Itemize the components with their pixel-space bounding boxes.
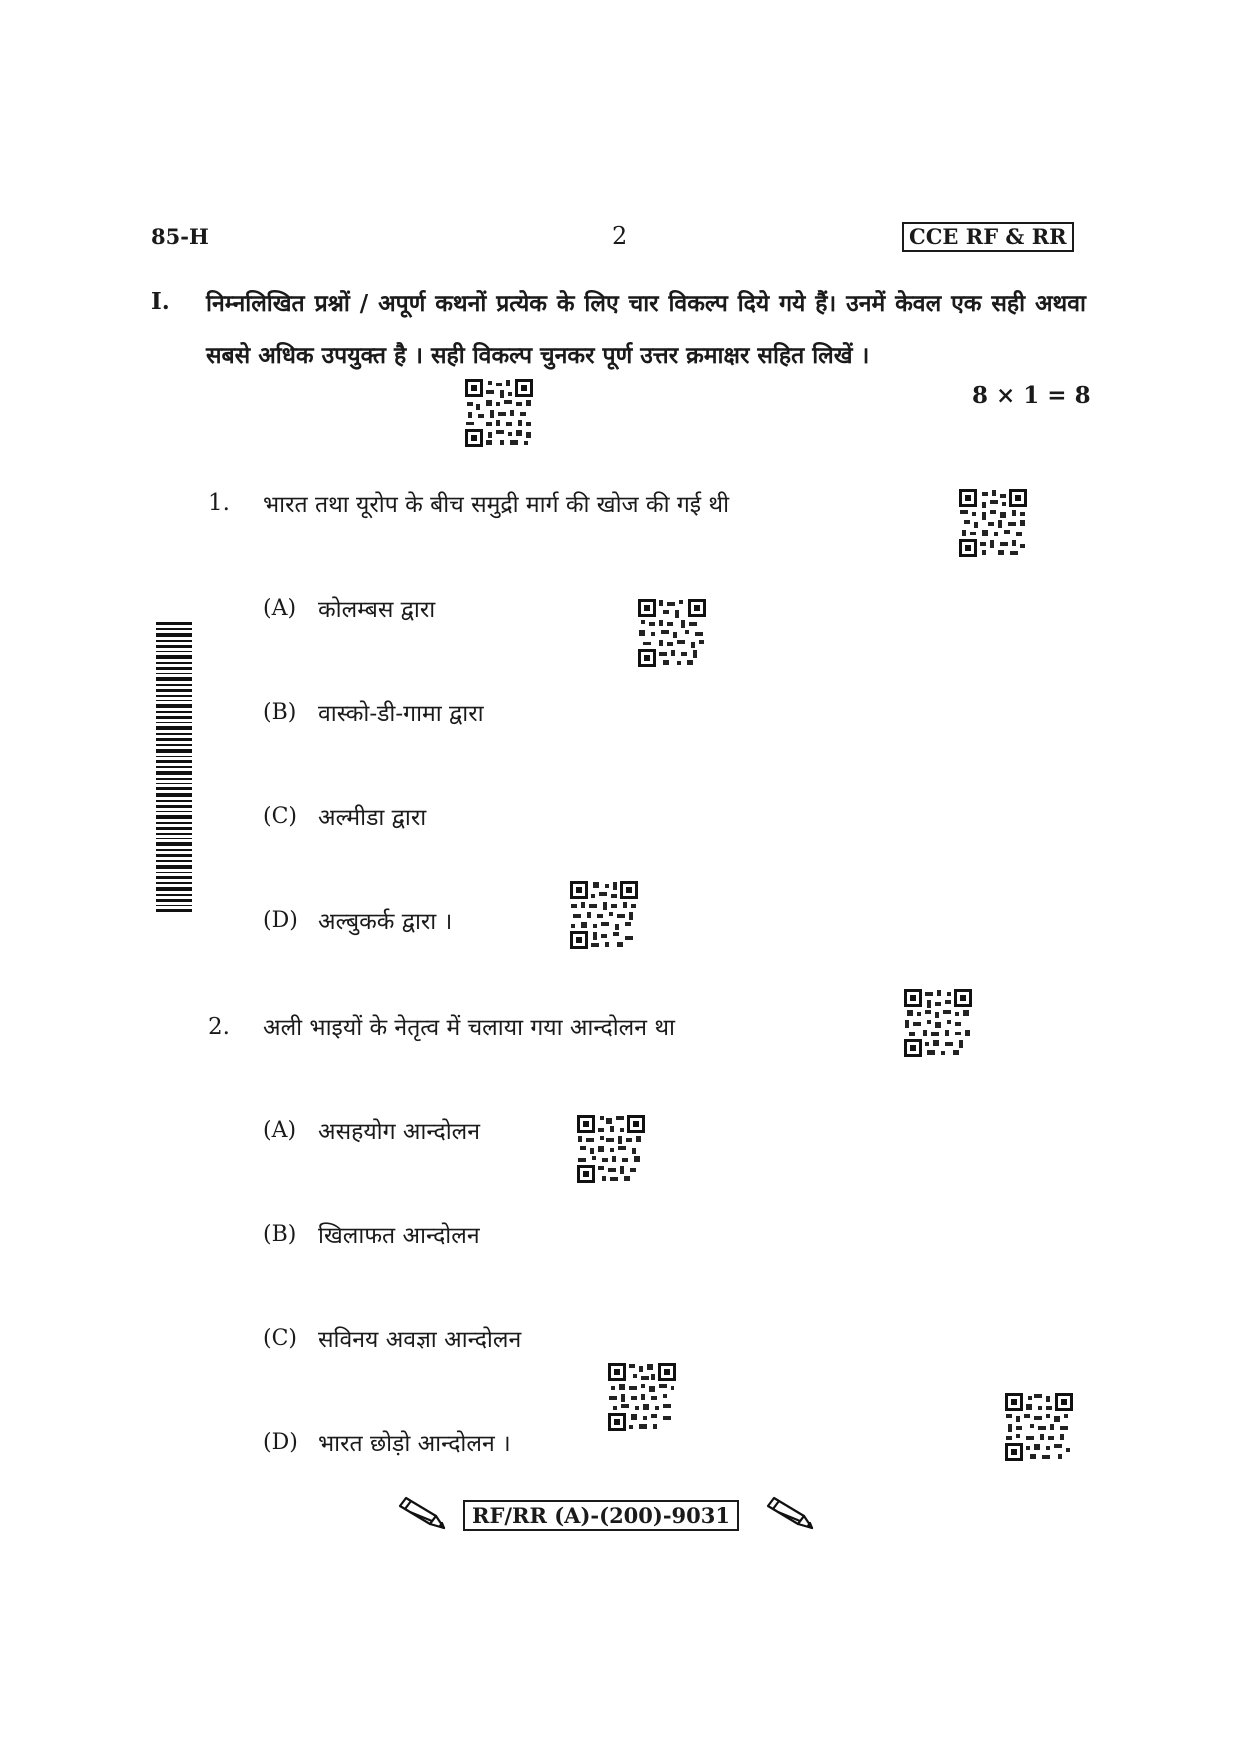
qr-code-icon — [569, 880, 639, 950]
q2-option-b-text: खिलाफत आन्दोलन — [318, 1223, 480, 1249]
question-2-number: 2. — [208, 1014, 230, 1040]
q1-option-d-letter: (D) — [263, 908, 298, 933]
exam-label-box: CCE RF & RR — [902, 222, 1074, 252]
q2-option-d-text: भारत छोड़ो आन्दोलन । — [318, 1431, 511, 1457]
q2-option-c-letter: (C) — [263, 1326, 297, 1351]
qr-code-icon — [1004, 1392, 1074, 1462]
q1-option-c-letter: (C) — [263, 804, 297, 829]
qr-code-icon — [464, 378, 534, 448]
q2-option-d-letter: (D) — [263, 1430, 298, 1455]
q2-option-a-letter: (A) — [263, 1118, 297, 1143]
barcode-icon — [156, 622, 192, 912]
pencil-icon — [396, 1496, 446, 1532]
q2-option-b-letter: (B) — [263, 1222, 297, 1247]
qr-code-icon — [637, 598, 707, 668]
qr-code-icon — [903, 988, 973, 1058]
q2-option-c-text: सविनय अवज्ञा आन्दोलन — [318, 1327, 522, 1353]
qr-code-icon — [576, 1114, 646, 1184]
section-number: I. — [151, 288, 170, 315]
question-2-text: अली भाइयों के नेतृत्व में चलाया गया आन्दोलन था — [263, 1015, 675, 1041]
q1-option-c-text: अल्मीडा द्वारा — [318, 805, 427, 831]
page-number: 2 — [612, 222, 628, 250]
q1-option-a-letter: (A) — [263, 596, 297, 621]
question-1-number: 1. — [208, 490, 230, 516]
question-1-text: भारत तथा यूरोप के बीच समुद्री मार्ग की खोज की गई थी — [263, 492, 730, 518]
q1-option-d-text: अल्बुकर्क द्वारा । — [318, 909, 453, 935]
qr-code-icon — [958, 488, 1028, 558]
section-marks: 8 × 1 = 8 — [972, 382, 1091, 409]
footer-code-box: RF/RR (A)-(200)-9031 — [463, 1500, 739, 1531]
q1-option-b-text: वास्को-डी-गामा द्वारा — [318, 701, 484, 727]
q1-option-b-letter: (B) — [263, 700, 297, 725]
q1-option-a-text: कोलम्बस द्वारा — [318, 597, 436, 623]
qr-code-icon — [607, 1362, 677, 1432]
q2-option-a-text: असहयोग आन्दोलन — [318, 1119, 481, 1145]
section-instruction: निम्नलिखित प्रश्नों / अपूर्ण कथनों प्रत्येक के लिए चार विकल्प दिये गये हैं। उनमें केवल एक सही अथवा सबसे अधिक उपयुक्त है । सही विकल्प चुनकर पूर्ण उत्तर क्रमाक्षर सहित लिखें । — [206, 290, 1086, 369]
paper-code: 85-H — [151, 224, 209, 249]
pencil-icon — [764, 1496, 814, 1532]
